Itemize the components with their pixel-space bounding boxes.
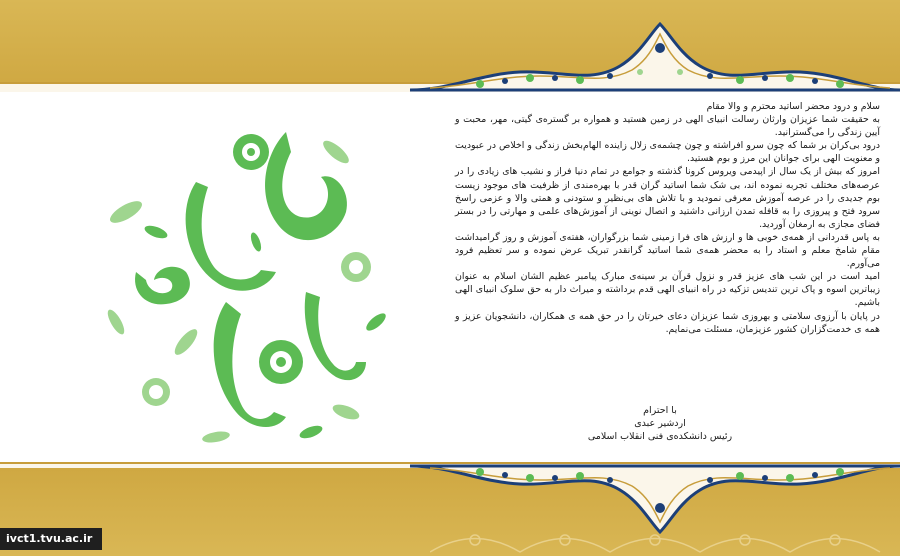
letter-paragraph: امروز که بیش از یک سال از اپیدمی ویروس کرونا گذشته و جوامع در تمام دنیا فراز و نشیب های زیادی را در عرصه‌های مختلف تجربه نموده اند، بی شک شما اساتید گران قدر با بهره‌مندی از ظرفیت های موجود زیست بوم جدیدی را در عرصه آموزش معرفی نمودید و با تلاش های بی‌نظیر و ستودنی و همتی والا و عزمی راسخ سرود فتح و پیروزی را به قافله تمدن ارزانی داشتید و اتصال نوینی از آموزش‌های علمی و مهارتی را در بستر فضای مجازی به ارمغان آوردید. (455, 166, 880, 230)
top-arabesque-ornament-icon (410, 14, 900, 94)
letter-paragraph: به حقیقت شما عزیزان وارثان رسالت انبیای الهی در زمین هستید و همواره بر گستره‌ی گیتی، مهر، محبت و آیین زندگی را می‌گسترانید. (455, 114, 880, 139)
floral-calligraphy-icon (36, 92, 436, 462)
floral-pattern-icon (430, 524, 890, 556)
letter-paragraph: در پایان با آرزوی سلامتی و بهروزی شما عزیزان دعای خیرتان را در حق همه ی همکاران، دانشجویان عزیز و همه ی خدمت‌گزاران کشور عزیزمان، مسئلت می‌نمایم. (455, 310, 880, 335)
letter-body (455, 100, 880, 455)
signature-name: اردشیر عبدی (634, 418, 686, 429)
site-url-badge[interactable]: ivct1.tvu.ac.ir (0, 528, 102, 550)
letter-paragraph: امید است در این شب های عزیز قدر و نزول قرآن بر سینه‌ی مبارک پیامبر عظیم الشان اسلام به عنوان زیباترین اسوه و پاک ترین تندیس تزکیه در راه انبیای الهی قدم برداشته و میراث دار به حق سلوک انبیای الهی باشیم. (455, 271, 880, 309)
letter-paragraph: به پاس قدردانی از همه‌ی خوبی ها و ارزش های فرا زمینی شما بزرگواران، هفته‌ی آموزش و روز گرامیداشت مقام شامخ معلم و استاد را به محضر همه‌ی شما اساتید گرانقدر تبریک عرض نموده و سر تعظیم فرود می‌آورم. (455, 231, 880, 270)
signature-title: رئیس دانشکده‌ی فنی انقلاب اسلامی (587, 431, 733, 442)
letter-paragraph: درود بی‌کران بر شما که چون سرو افراشته و چون چشمه‌ی زلال زاینده الهام‌بخش زندگی و اخلاص در عبودیت و معنویت الهی برای جوانان این مرز و بوم هستید. (455, 140, 880, 165)
signature-closing: با احترام (643, 405, 677, 416)
signature-block (520, 404, 800, 443)
letter-paragraph: سلام و درود محضر اساتید محترم و والا مقام (706, 101, 880, 112)
